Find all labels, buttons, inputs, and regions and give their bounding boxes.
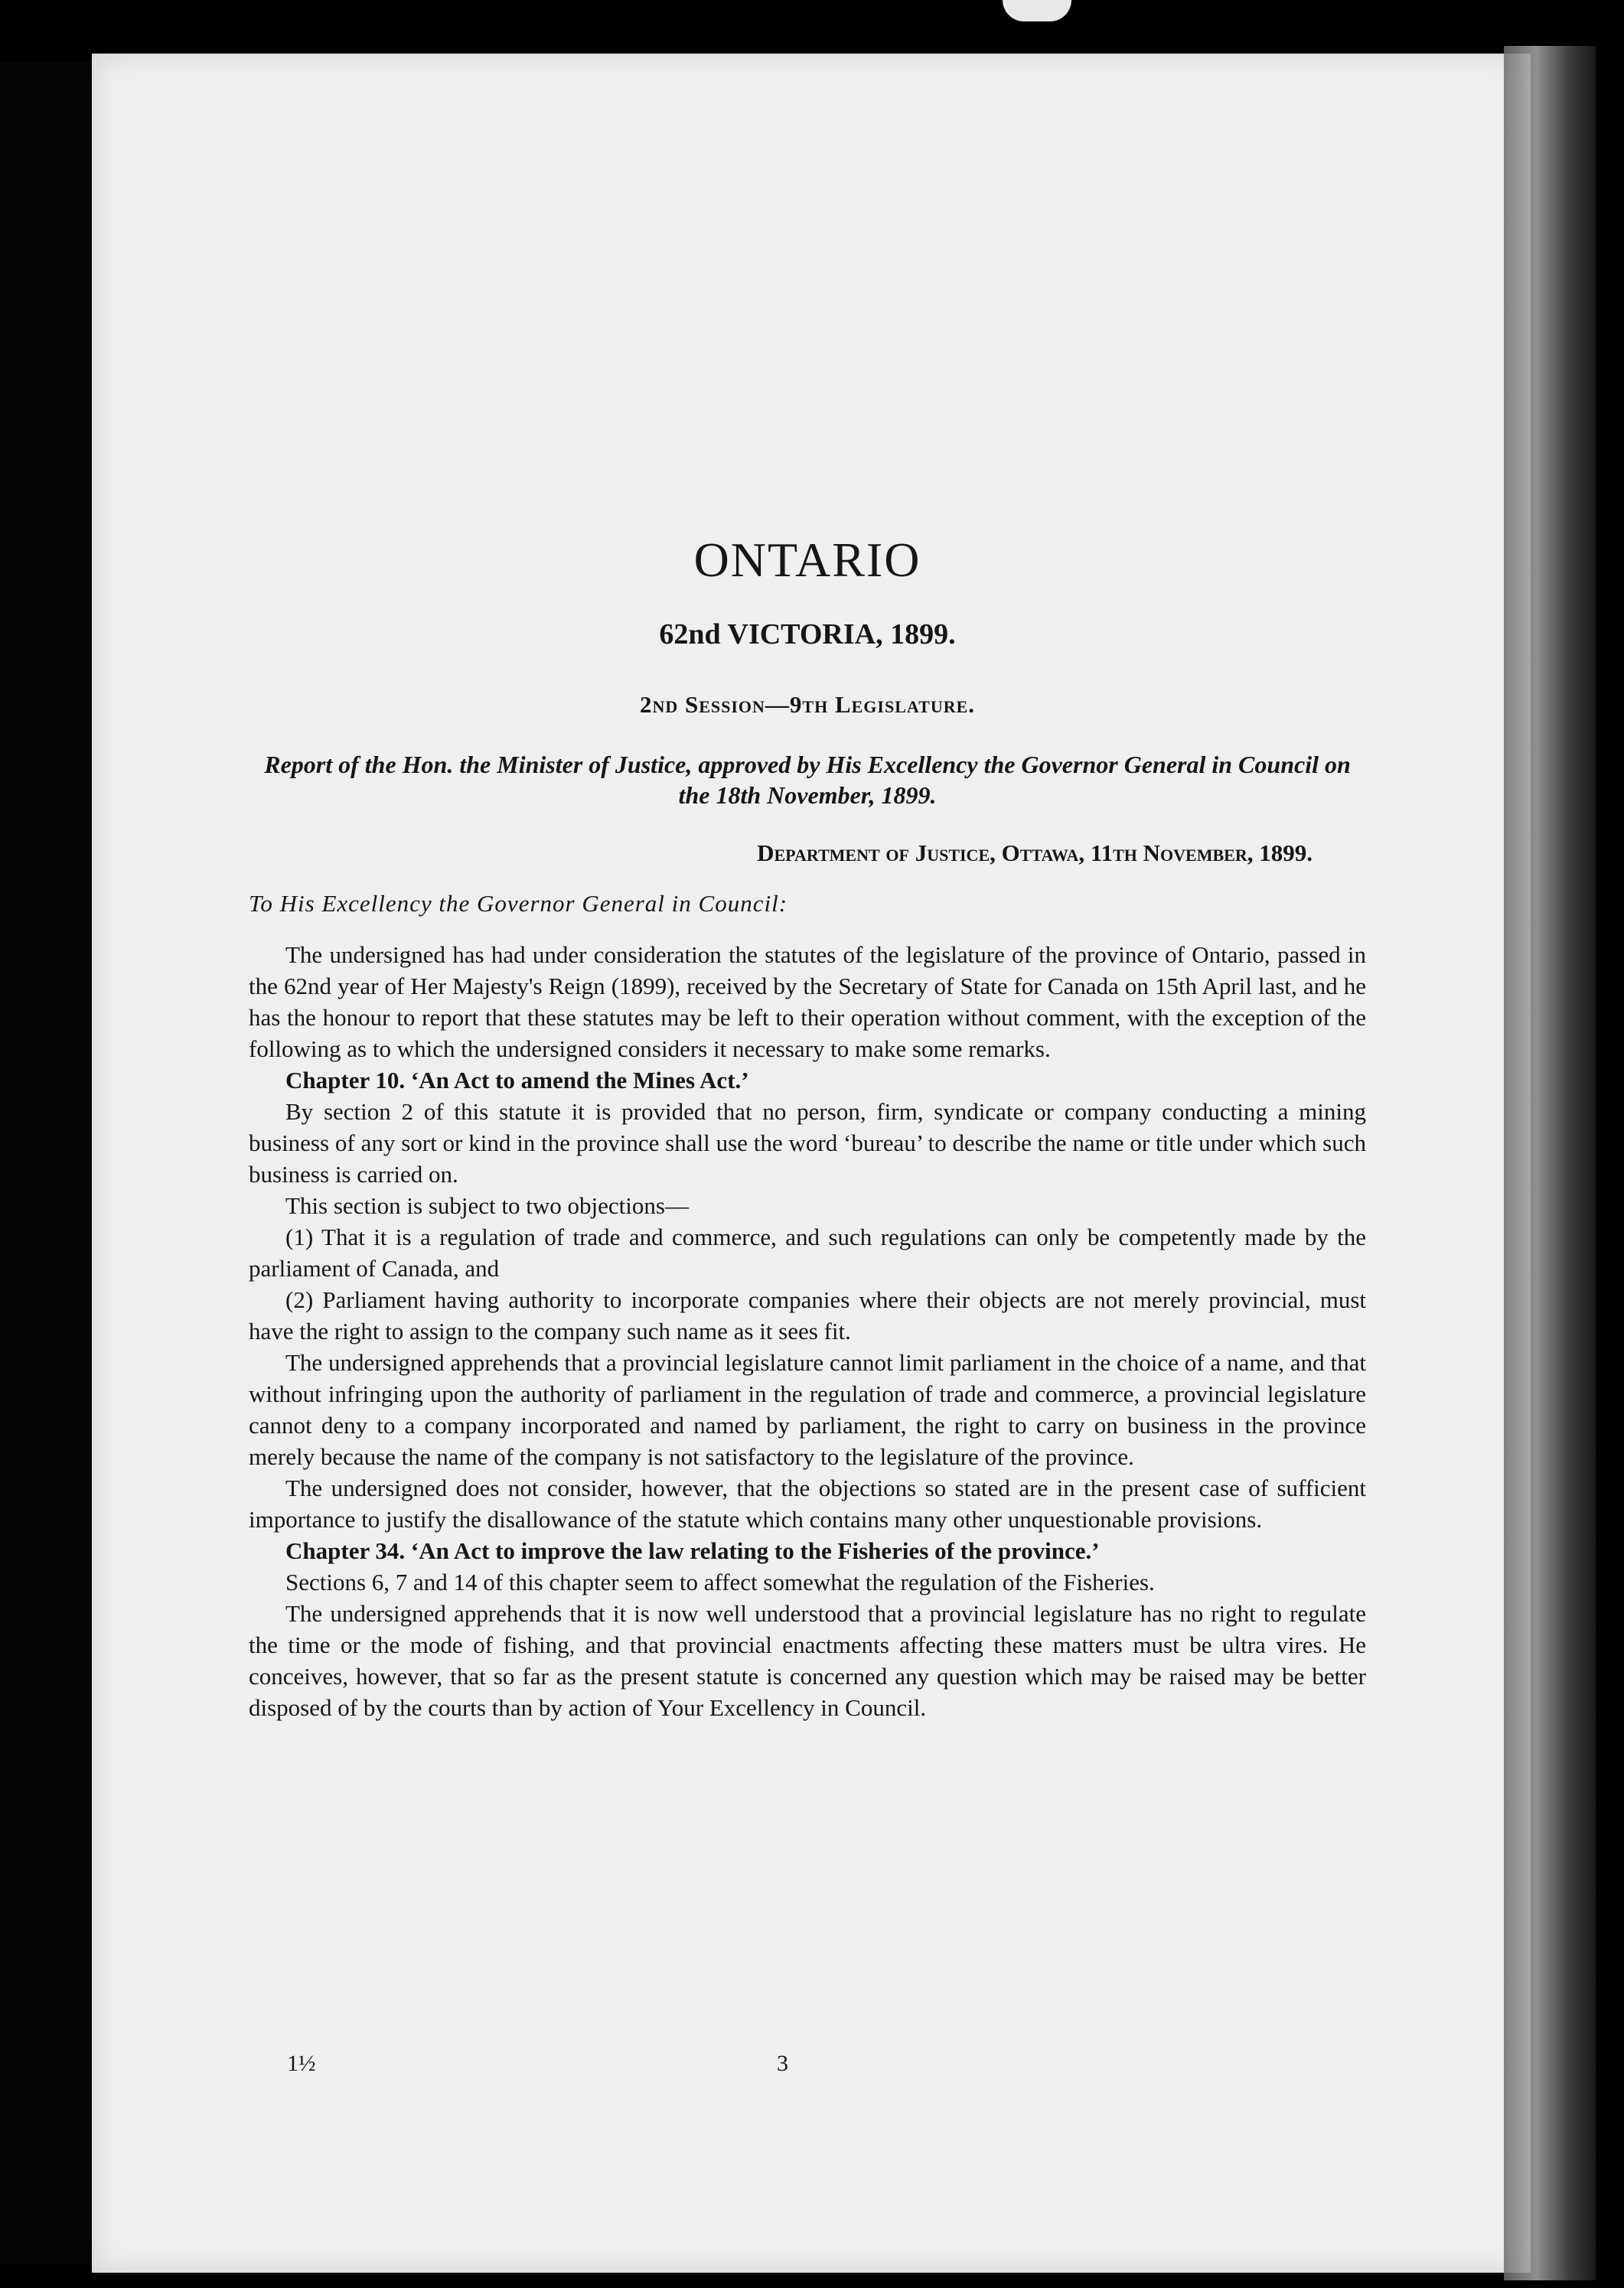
body-paragraph: Sections 6, 7 and 14 of this chapter seem to affect somewhat the regulation of the Fisheries. [285, 1569, 1155, 1595]
regnal-year: 62nd VICTORIA, 1899. [659, 618, 956, 650]
chapter-heading: Chapter 10. ‘An Act to amend the Mines Act.’ [285, 1067, 749, 1093]
chapter-heading: Chapter 34. ‘An Act to improve the law relating to the Fisheries of the province.’ [285, 1537, 1100, 1564]
scan-left-margin [0, 61, 92, 2265]
body-paragraph: This section is subject to two objections— [285, 1192, 689, 1219]
signature-mark: 1½ [287, 2051, 316, 2076]
scan-artifact [1003, 0, 1071, 21]
salutation: To His Excellency the Governor General in Council: [249, 890, 788, 917]
session-heading: 2nd Session—9th Legislature. [639, 691, 976, 718]
page-content [249, 532, 1366, 1723]
body-paragraph: The undersigned apprehends that it is now well understood that a provincial legislature has no right to regulate the time or the mode of fishing, and that provincial enactments affecting these matters must be ultra vires. He conceives, however, that so far as the present statute is concerned any question which may be raised may be better disposed of by the courts than by action of Your Excellency in Council. [249, 1600, 1366, 1721]
body-paragraph: The undersigned apprehends that a provincial legislature cannot limit parliament in the choice of a name, and that without infringing upon the authority of parliament in the regulation of trade and commerce, a provincial legislature cannot deny to a company incorporated and named by parliament, the right to carry on business in the province merely because the name of the company is not satisfactory to the legislature of the province. [249, 1349, 1366, 1470]
report-title: Report of the Hon. the Minister of Justice, approved by His Excellency the Governor General in Council on the 18th November, 1899. [264, 751, 1351, 809]
department-dateline: Department of Justice, Ottawa, 11th November, 1899. [757, 839, 1313, 866]
body-paragraph: (2) Parliament having authority to incorporate companies where their objects are not merely provincial, must have the right to assign to the company such name as it sees fit. [249, 1286, 1366, 1344]
document-title: ONTARIO [693, 533, 921, 587]
body-paragraph: (1) That it is a regulation of trade and commerce, and such regulations can only be competently made by the parliament of Canada, and [249, 1224, 1366, 1282]
page-edge-stack [1504, 46, 1596, 2280]
body-paragraph: By section 2 of this statute it is provided that no person, firm, syndicate or company conducting a mining business of any sort or kind in the province shall use the word ‘bureau’ to describe the name or title under which such business is carried on. [249, 1098, 1366, 1188]
body-paragraph: The undersigned has had under consideration the statutes of the legislature of the province of Ontario, passed in the 62nd year of Her Majesty's Reign (1899), received by the Secretary of State for Canada on 15th April last, and he has the honour to report that these statutes may be left to their operation without comment, with the exception of the following as to which the undersigned considers it necessary to make some remarks. [249, 941, 1366, 1062]
page-number: 3 [777, 2051, 788, 2076]
body-paragraph: The undersigned does not consider, however, that the objections so stated are in the present case of sufficient importance to justify the disallowance of the statute which contains many other unquestionable provisions. [249, 1475, 1366, 1533]
